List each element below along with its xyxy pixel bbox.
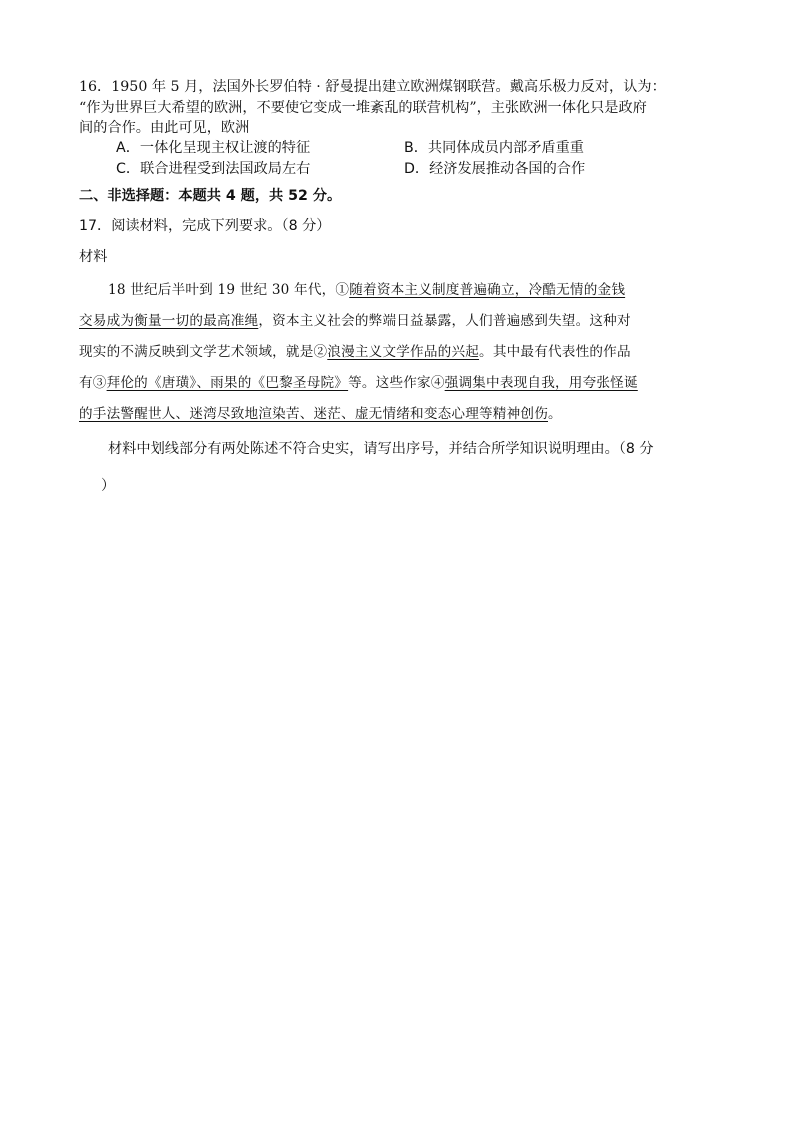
- q16-option-d: D．经济发展推动各国的合作: [404, 161, 586, 177]
- q17-prompt: 17．阅读材料，完成下列要求。（8 分）: [79, 218, 331, 234]
- q17-material-label: 材料: [79, 249, 108, 265]
- q17-question-line-2: ）: [101, 478, 116, 494]
- q16-option-a: A．一体化呈现主权让渡的特征: [116, 140, 311, 156]
- underlined-statement-4-cont: 的手法警醒世人、迷湾尽致地渲染苦、迷茫、虚无情绪和变态心理等精神创伤: [79, 406, 548, 422]
- underlined-statement-1: 随着资本主义制度普遍确立，冷酷无情的金钱: [349, 282, 626, 298]
- underlined-statement-3: 拜伦的《唐璜》、雨果的《巴黎圣母院》: [106, 375, 349, 391]
- q16-stem-line-2: “作为世界巨大希望的欧洲，不要使它变成一堆紊乱的联营机构”，主张欧洲一体化只是政府: [79, 100, 647, 116]
- material-text: ，资本主义社会的弊端日益暴露，人们普遍感到失望。这种对: [258, 313, 631, 329]
- material-text: 。其中最有代表性的作品: [479, 344, 631, 360]
- q16-option-b: B．共同体成员内部矛盾重重: [404, 140, 584, 156]
- section-2-heading: 二、非选择题：本题共 4 题，共 52 分。: [79, 188, 342, 204]
- underlined-statement-2: 浪漫主义文学作品的兴起: [327, 344, 480, 360]
- q16-option-c: C．联合进程受到法国政局左右: [116, 161, 311, 177]
- q17-material-line-3: [79, 342, 631, 362]
- material-text: 等。这些作家④: [348, 375, 445, 391]
- material-text: 。: [548, 406, 562, 422]
- material-text: 18 世纪后半叶到 19 世纪 30 年代，①: [108, 282, 350, 298]
- q17-material-line-2: [79, 311, 631, 331]
- material-text: 现实的不满反映到文学艺术领域，就是②: [79, 344, 328, 360]
- underlined-statement-4: 强调集中表现自我，用夸张怪诞: [444, 375, 638, 391]
- q17-material-line-5: [79, 404, 562, 424]
- q16-stem-line-3: 间的合作。由此可见，欧洲: [79, 120, 250, 136]
- q17-material-line-1: [108, 280, 625, 300]
- underlined-statement-1-cont: 交易成为衡量一切的最高准绳: [79, 313, 259, 329]
- q17-question-line-1: 材料中划线部分有两处陈述不符合史实，请写出序号，并结合所学知识说明理由。（8 分: [108, 441, 654, 457]
- material-text: 有③: [79, 375, 107, 391]
- q17-material-line-4: [79, 373, 638, 393]
- q16-stem-line-1: 16．1950 年 5 月，法国外长罗伯特 · 舒曼提出建立欧洲煤钢联营。戴高乐极力反对，认为：: [79, 79, 666, 95]
